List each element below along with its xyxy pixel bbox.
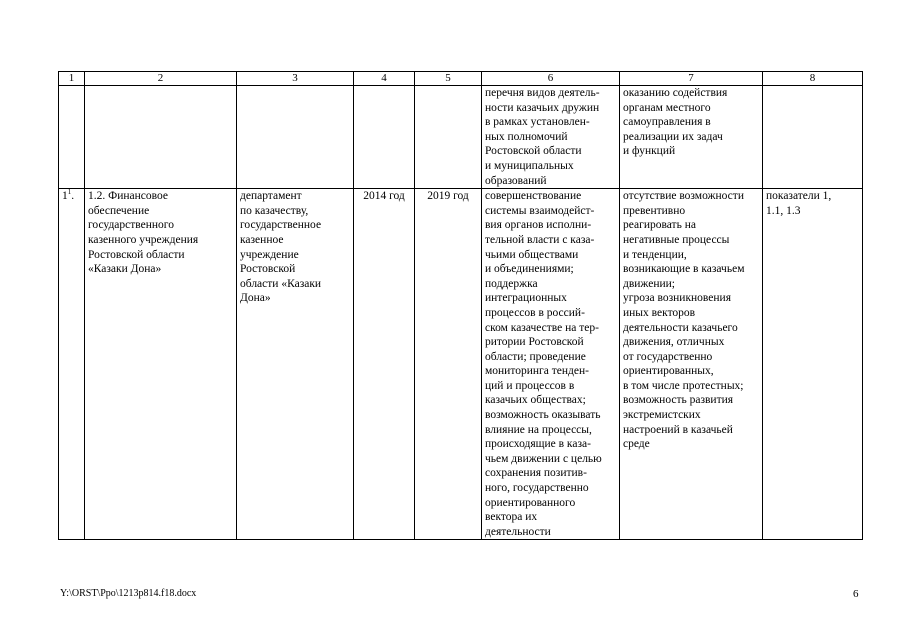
continuation-row xyxy=(59,86,863,189)
measure-name-cell: 1.2. Финансовое обеспечение государственного казенного учреждения Ростовской области «Казаки Дона» xyxy=(85,189,237,540)
table-header-row xyxy=(59,72,863,86)
executor-cell: департамент по казачеству, государственное казенное учреждение Ростовской области «Казаки Дона» xyxy=(237,189,354,540)
table-row xyxy=(59,189,863,540)
indicators-cell: показатели 1, 1.1, 1.3 xyxy=(763,189,863,540)
end-year-cell: 2019 год xyxy=(415,189,482,540)
header-cell-1: 1 xyxy=(59,72,85,86)
page-number: 6 xyxy=(853,588,859,600)
start-year-cell: 2014 год xyxy=(354,189,415,540)
continued-consequences-cell: оказанию содействия органам местного самоуправления в реализации их задач и функций xyxy=(620,86,763,189)
row-number-superscript: 1 xyxy=(67,188,72,197)
header-cell-2: 2 xyxy=(85,72,237,86)
header-cell-6: 6 xyxy=(482,72,620,86)
consequences-cell: отсутствие возможности превентивно реагировать на негативные процессы и тенденции, возникающие в казачьем движении; угроза возникновения иных векторов деятельности казачьего движения, отличных от государственно ориентированных, в том числе протестных; возможность развития экстремистских настроений в казачьей среде xyxy=(620,189,763,540)
header-cell-3: 3 xyxy=(237,72,354,86)
header-cell-8: 8 xyxy=(763,72,863,86)
row-number-suffix: . xyxy=(71,190,75,203)
header-cell-7: 7 xyxy=(620,72,763,86)
file-path-footer: Y:\ORST\Ppo\1213p814.f18.docx xyxy=(60,588,197,599)
header-cell-5: 5 xyxy=(415,72,482,86)
expected-result-cell: совершенствование системы взаимодейст- вия органов исполни- тельной власти с каза- чьими обществами и объединениями; поддержка интеграционных процессов в россий- ском казачестве на тер- ритории Ростовской области; проведение мониторинга тенден- ций и процессов в казачьих обществах; возможность оказывать влияние на процессы, происходящие в каза- чьем движении с целью сохранения позитив- ного, государственно ориентированного вектора их деятельности xyxy=(482,189,620,540)
header-cell-4: 4 xyxy=(354,72,415,86)
continued-result-cell: перечня видов деятель- ности казачьих дружин в рамках установлен- ных полномочий Ростовской области и муниципальных образований xyxy=(482,86,620,189)
row-number-cell xyxy=(59,189,85,540)
program-table xyxy=(58,71,863,540)
row-number: 1 xyxy=(62,190,68,203)
